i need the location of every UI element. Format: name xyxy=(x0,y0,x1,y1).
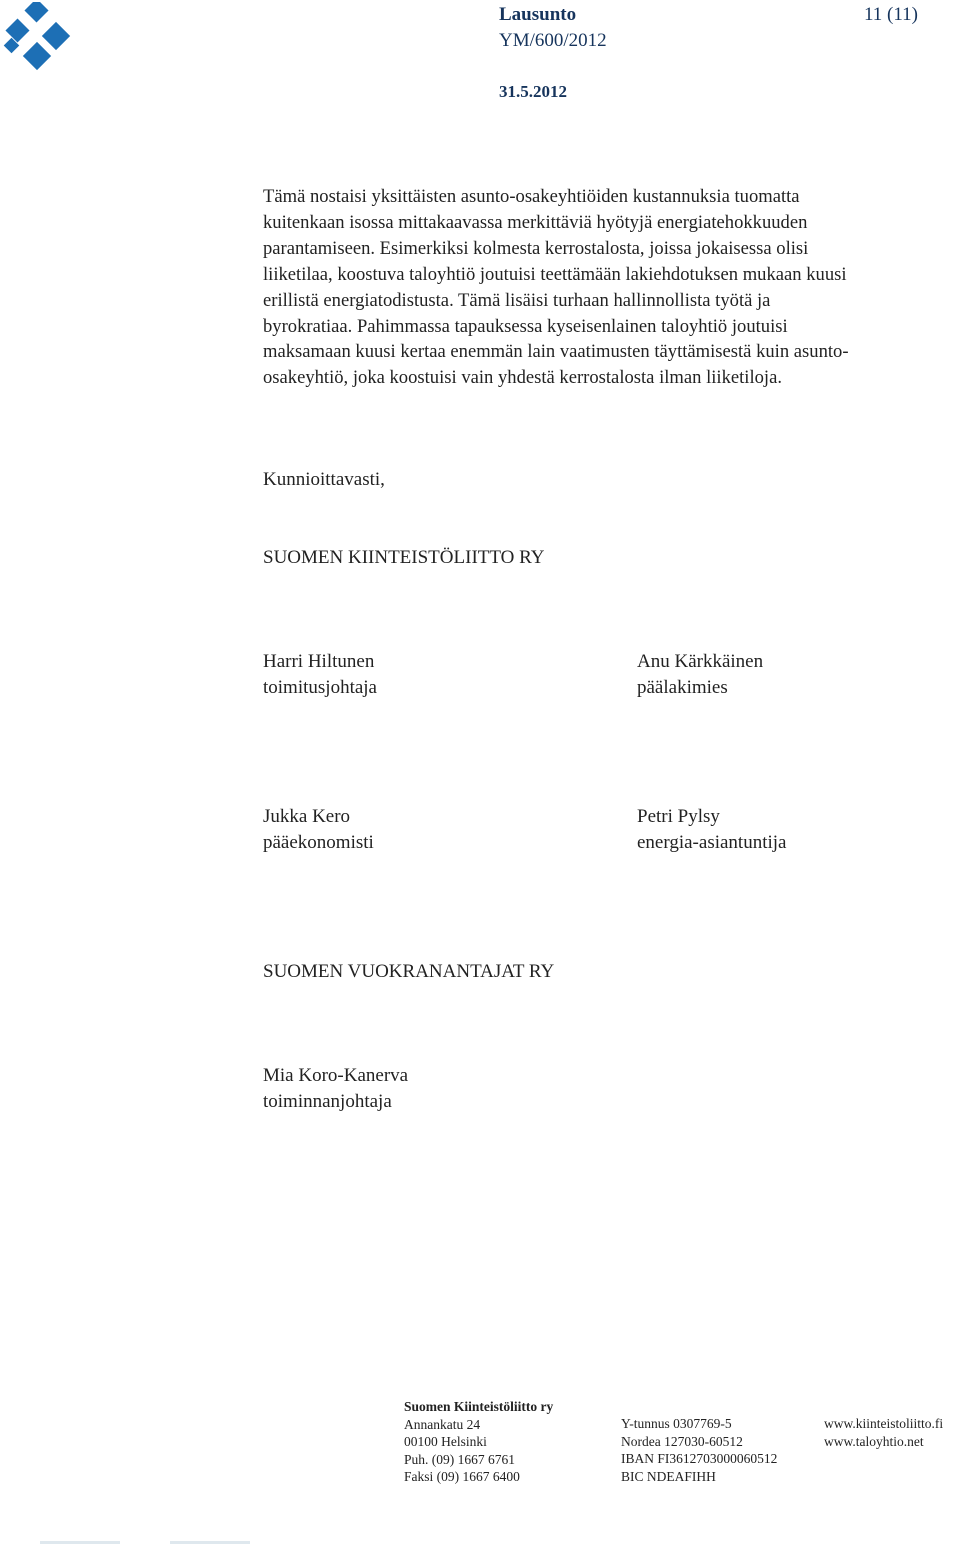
signatory-name: Jukka Kero xyxy=(263,806,351,827)
footer-web-block xyxy=(824,1415,943,1450)
diamond-tiles-logo-icon xyxy=(2,2,84,84)
logo-tile-3 xyxy=(42,22,70,50)
body-line: kuitenkaan isossa mittakaavassa merkittäviä hyötyjä energiatehokkuuden xyxy=(263,211,808,233)
footer-org-name: Suomen Kiinteistöliitto ry xyxy=(404,1399,554,1414)
signatory-title: päälakimies xyxy=(637,677,728,698)
footer-address-line: 00100 Helsinki xyxy=(404,1434,487,1449)
footer-website-link[interactable]: www.taloyhtio.net xyxy=(824,1433,924,1449)
logo-tile-2 xyxy=(5,18,29,42)
organization-name-1: SUOMEN KIINTEISTÖLIITTO RY xyxy=(263,547,545,568)
logo-tile-4 xyxy=(23,42,51,70)
closing-salutation: Kunnioittavasti, xyxy=(263,469,385,490)
signatory-title: pääekonomisti xyxy=(263,832,374,853)
logo-tile-1 xyxy=(24,2,48,23)
body-line: byrokratiaa. Pahimmassa tapauksessa kyseisenlainen taloyhtiö joutuisi xyxy=(263,315,788,337)
signatory-title: energia-asiantuntija xyxy=(637,832,787,853)
footer-bic: BIC NDEAFIHH xyxy=(621,1468,716,1484)
signatory-name: Anu Kärkkäinen xyxy=(637,651,764,672)
body-line: liiketilaa, koostuva taloyhtiö joutuisi teettämään lakiehdotuksen mukaan kuusi xyxy=(263,263,847,285)
footer-business-id: Y-tunnus 0307769-5 xyxy=(621,1416,732,1431)
signatory-title: toimitusjohtaja xyxy=(263,677,377,698)
body-line: parantamiseen. Esimerkiksi kolmesta kerrostalosta, joissa jokaisessa olisi xyxy=(263,237,809,259)
signatory-name: Petri Pylsy xyxy=(637,806,720,827)
document-date: 31.5.2012 xyxy=(499,82,567,101)
footer-fax: Faksi (09) 1667 6400 xyxy=(404,1469,520,1484)
signatory-name: Harri Hiltunen xyxy=(263,651,375,672)
body-line: osakeyhtiö, joka koostuisi vain yhdestä kerrostalosta ilman liiketiloja. xyxy=(263,367,782,389)
scan-edge-mark xyxy=(170,1541,250,1544)
body-line: maksamaan kuusi kertaa enemmän lain vaatimusten täyttämisestä kuin asunto- xyxy=(263,341,849,363)
footer-bank-block xyxy=(621,1415,777,1485)
document-type: Lausunto xyxy=(499,4,577,25)
footer-address-block xyxy=(404,1398,553,1486)
footer-address-line: Annankatu 24 xyxy=(404,1416,481,1432)
footer-iban: IBAN FI3612703000060512 xyxy=(621,1451,778,1466)
organization-name-2: SUOMEN VUOKRANANTAJAT RY xyxy=(263,961,555,982)
body-paragraph xyxy=(263,184,960,391)
scan-edge-mark xyxy=(40,1541,120,1544)
body-line: Tämä nostaisi yksittäisten asunto-osakeyhtiöiden kustannuksia tuomatta xyxy=(263,186,800,207)
document-reference: YM/600/2012 xyxy=(499,30,607,51)
signatory-title: toiminnanjohtaja xyxy=(263,1091,392,1112)
footer-website-link[interactable]: www.kiinteistoliitto.fi xyxy=(824,1416,944,1431)
signatory-name: Mia Koro-Kanerva xyxy=(263,1065,409,1086)
page-number: 11 (11) xyxy=(864,4,918,25)
footer-phone: Puh. (09) 1667 6761 xyxy=(404,1451,515,1467)
body-line: erillistä energiatodistusta. Tämä lisäisi turhaan hallinnollista työtä ja xyxy=(263,289,771,311)
footer-bank-account: Nordea 127030-60512 xyxy=(621,1433,743,1449)
